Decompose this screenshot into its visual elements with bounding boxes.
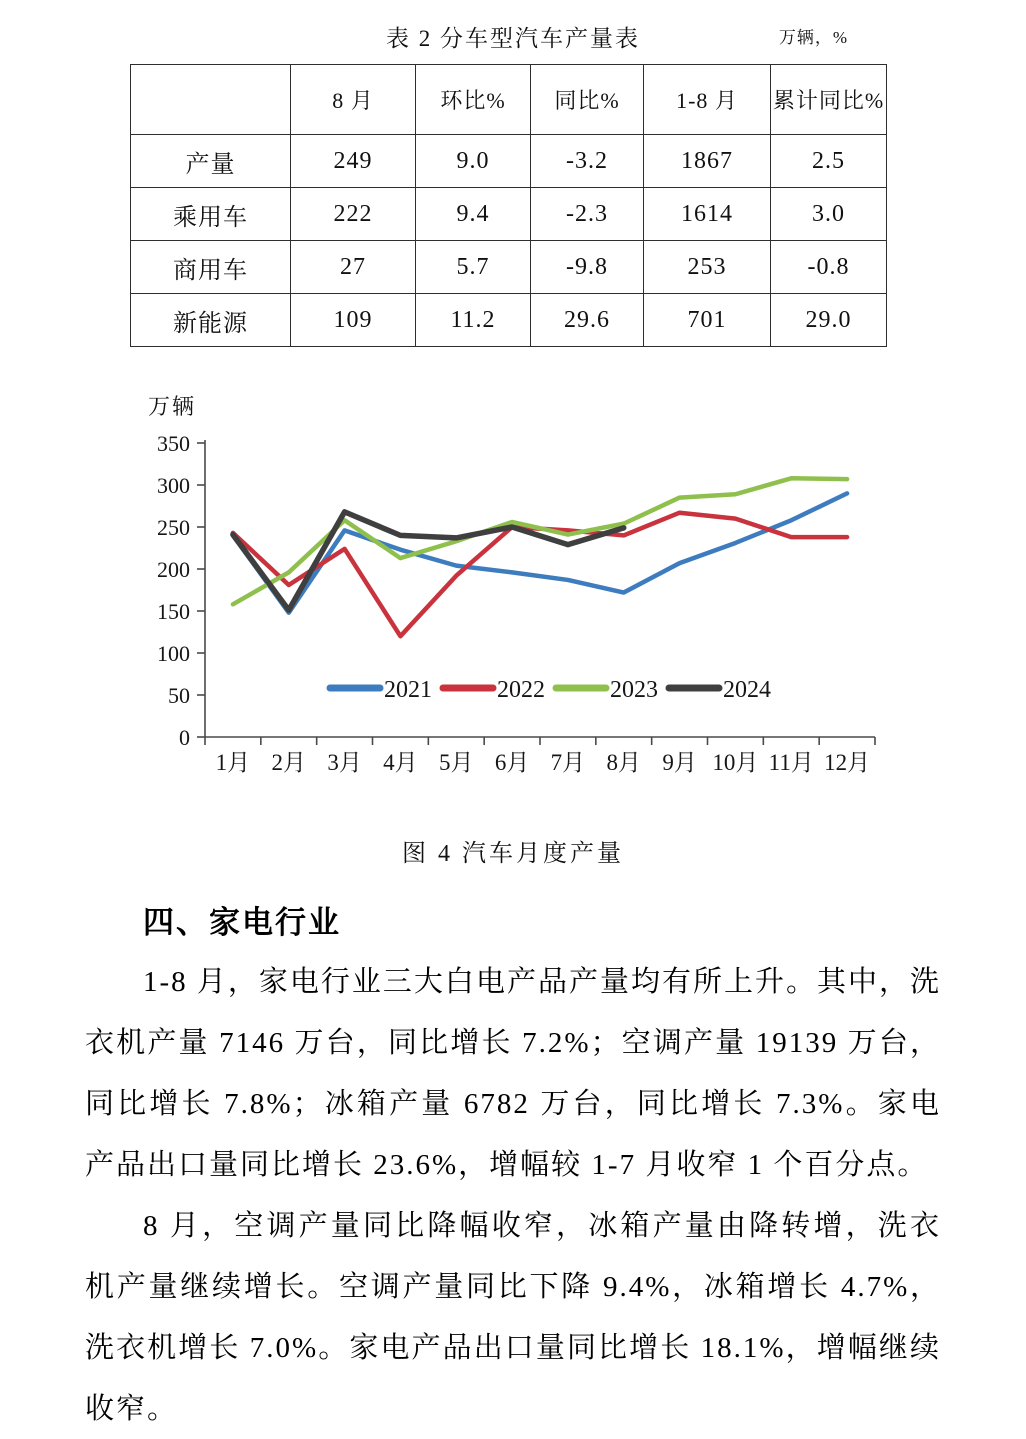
paragraph-1: 1-8 月，家电行业三大白电产品产量均有所上升。其中，洗衣机产量 7146 万台，同比增长 7.2%；空调产量 19139 万台，同比增长 7.8%；冰箱产量 6782 万台，同比增长 7.3%。家电产品出口量同比增长 23.6%，增幅较 1-7 月收窄 1 个百分点。 — [85, 966, 941, 1181]
table-cell: 29.6 — [531, 294, 644, 347]
table-cell: 1867 — [644, 135, 771, 188]
table-body — [131, 135, 887, 347]
y-tick-label: 0 — [179, 725, 190, 750]
header-cell: 8 月 — [291, 65, 416, 135]
paragraph-2: 8 月，空调产量同比降幅收窄，冰箱产量由降转增，洗衣机产量继续增长。空调产量同比下降 9.4%，冰箱增长 4.7%，洗衣机增长 7.0%。家电产品出口量同比增长 18.1%，增幅继续收窄。 — [85, 1210, 941, 1425]
table-cell: 3.0 — [771, 188, 887, 241]
x-tick-label: 1月 — [215, 750, 251, 775]
table-cell: 新能源 — [131, 294, 291, 347]
series-line-2021 — [233, 493, 847, 612]
y-tick-label: 100 — [157, 641, 190, 666]
table-cell: 2.5 — [771, 135, 887, 188]
table-cell: 5.7 — [416, 241, 531, 294]
table-cell: 222 — [291, 188, 416, 241]
table-title: 表 2 分车型汽车产量表 — [386, 26, 640, 51]
legend-label-2024: 2024 — [723, 677, 771, 703]
table-cell: 产量 — [131, 135, 291, 188]
y-tick-label: 300 — [157, 473, 190, 498]
table-cell: 11.2 — [416, 294, 531, 347]
vehicle-production-table — [130, 64, 887, 347]
table-cell: 乘用车 — [131, 188, 291, 241]
chart-y-axis-unit: 万辆 — [148, 394, 197, 419]
table-cell: -0.8 — [771, 241, 887, 294]
header-cell — [131, 65, 291, 135]
table-cell: 253 — [644, 241, 771, 294]
y-tick-label: 150 — [157, 599, 190, 624]
body-text — [85, 952, 941, 1439]
table-cell: 109 — [291, 294, 416, 347]
table-cell: 701 — [644, 294, 771, 347]
table-row — [131, 135, 887, 188]
y-tick-label: 250 — [157, 515, 190, 540]
y-tick-label: 200 — [157, 557, 190, 582]
table-row — [131, 294, 887, 347]
x-tick-label: 10月 — [712, 750, 759, 775]
table-row — [131, 188, 887, 241]
series-line-2024 — [233, 512, 624, 610]
x-tick-label: 2月 — [271, 750, 306, 775]
legend-label-2022: 2022 — [497, 677, 545, 703]
figure-caption: 图 4 汽车月度产量 — [402, 841, 624, 867]
y-tick-label: 350 — [157, 431, 190, 456]
x-tick-label: 9月 — [662, 750, 697, 775]
table-row — [131, 241, 887, 294]
x-tick-label: 5月 — [439, 750, 474, 775]
header-cell: 1-8 月 — [644, 65, 771, 135]
x-tick-label: 7月 — [550, 750, 586, 775]
table-cell: -2.3 — [531, 188, 644, 241]
table-cell: 9.4 — [416, 188, 531, 241]
section-heading: 四、家电行业 — [143, 905, 341, 940]
header-cell: 累计同比% — [771, 65, 887, 135]
legend-label-2023: 2023 — [610, 677, 658, 703]
x-tick-label: 3月 — [327, 750, 362, 775]
header-cell: 环比% — [416, 65, 531, 135]
table-cell: 1614 — [644, 188, 771, 241]
x-tick-label: 6月 — [494, 750, 530, 775]
table-cell: -9.8 — [531, 241, 644, 294]
table-cell: 27 — [291, 241, 416, 294]
y-tick-label: 50 — [168, 683, 190, 708]
table-cell: 249 — [291, 135, 416, 188]
monthly-production-line-chart — [130, 430, 896, 780]
table-cell: 29.0 — [771, 294, 887, 347]
x-tick-label: 4月 — [383, 750, 418, 775]
legend-label-2021: 2021 — [384, 677, 432, 703]
table-cell: 9.0 — [416, 135, 531, 188]
table-header — [131, 65, 887, 135]
header-cell: 同比% — [531, 65, 644, 135]
table-cell: 商用车 — [131, 241, 291, 294]
x-tick-label: 12月 — [824, 750, 871, 775]
x-tick-label: 8月 — [606, 750, 641, 775]
x-tick-label: 11月 — [768, 750, 814, 775]
table-unit-note: 万辆，% — [778, 28, 848, 47]
table-cell: -3.2 — [531, 135, 644, 188]
table-title-row — [0, 20, 1026, 50]
